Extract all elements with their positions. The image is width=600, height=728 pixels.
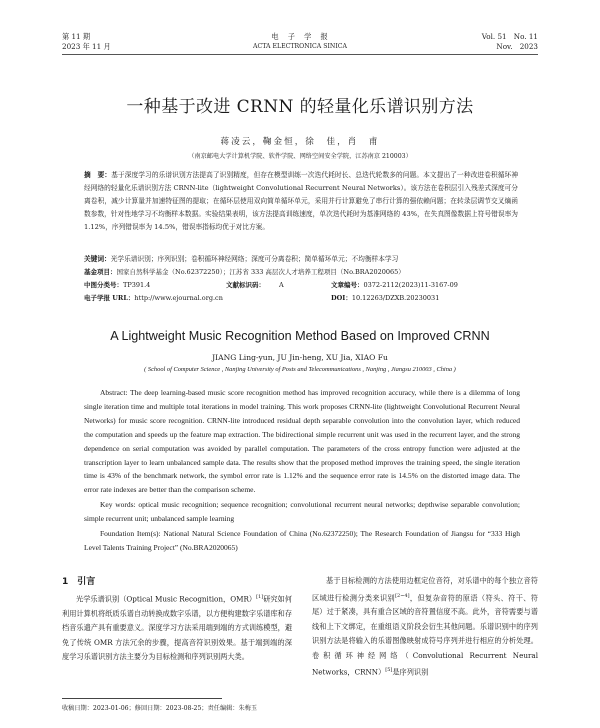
article-label: 文章编号：	[331, 281, 364, 289]
foundation-en-label: Foundation Item(s):	[100, 529, 161, 539]
section1-heading: 1 引言	[62, 577, 96, 587]
doi-row	[331, 293, 439, 304]
doi-label: DOI：	[331, 294, 352, 302]
abstract-en-label: Abstract:	[100, 388, 128, 397]
clc-value: TP391.4	[123, 281, 151, 289]
abstract-cn-label: 摘 要：	[84, 171, 112, 179]
clc-label: 中图分类号：	[84, 281, 123, 289]
keywords-en-label: Key words:	[100, 500, 136, 510]
keywords-cn-text: 光学乐谱识别；序列识别；卷积循环神经网络；深度可分离卷积；简单循环单元；不均衡样本学习	[110, 255, 399, 263]
header-journal-en: ACTA ELECTRONICA SINICA	[253, 43, 347, 50]
ref-5[interactable]: [5]	[385, 667, 393, 674]
clc-row	[84, 280, 150, 291]
header-journal-cn: 电 子 学 报	[271, 32, 329, 41]
section1-left-column	[62, 590, 292, 665]
fund-row	[84, 267, 524, 278]
abstract-en	[84, 386, 520, 555]
keywords-en	[84, 498, 520, 526]
affiliation-cn: （南京邮电大学计算机学院、软件学院、网络空间安全学院，江苏南京 210003）	[188, 153, 412, 160]
article-value: 0372-2112(2023)11-3167-09	[363, 281, 458, 289]
keywords-cn-label: 关键词：	[84, 255, 111, 263]
left-p1-b: 研究如何利用计算机将纸质乐谱自动转换成数字乐谱，以方便构建数字乐谱库和存档音乐遗产具有重要意义。深度学习方法采用端到端的方式训练模型，避免了传统 OMR 方法冗余的步骤，提高音符识别效果。基于端到端的深度学习乐谱识别方法主要分为目标检测和序列识别两大类。	[62, 594, 293, 662]
doc-label: 文献标识码：	[226, 281, 265, 289]
ref-2-4[interactable]: [2~4]	[395, 592, 410, 599]
footnote: 收稿日期：2023-01-06；修回日期：2023-08-25；责任编辑：朱梅玉	[62, 705, 258, 712]
title-en: A Lightweight Music Recognition Method Based on Improved CRNN	[110, 329, 490, 343]
header-date-en: Nov. 2023	[496, 42, 538, 51]
right-p1-c: 是序列识别	[392, 667, 429, 677]
title-cn: 一种基于改进 CRNN 的轻量化乐谱识别方法	[126, 97, 474, 117]
url-row	[84, 293, 223, 304]
section1-right-column	[312, 574, 538, 680]
url-label: 电子学报 URL：	[84, 294, 135, 302]
authors-en: JIANG Ling-yun, JU Jin-heng, XU Jia, XIAO Fu	[212, 353, 388, 362]
header-issue-cn: 第 11 期	[62, 32, 91, 41]
keywords-cn	[84, 253, 518, 266]
abstract-en-paragraph	[84, 386, 520, 497]
url-value[interactable]: http://www.ejournal.org.cn	[134, 294, 223, 302]
foundation-en-text: National Natural Science Foundation of China (No.62372250); The Research Foundation of Jiangsu for “333 High Level Talents Training Project” (No.BRA2020065)	[84, 529, 520, 552]
fund-label: 基金项目：	[84, 268, 117, 276]
keywords-en-text: optical music recognition; sequence recognition; convolutional recurrent neural networks; depthwise separable convolution; simple recurrent unit; unbalanced sample learning	[84, 500, 520, 524]
article-row	[331, 280, 458, 291]
foundation-en	[84, 527, 520, 555]
header-date-cn: 2023 年 11 月	[62, 42, 111, 51]
abstract-cn	[84, 169, 518, 234]
left-p1-a: 光学乐谱识别（Optical Music Recognition，OMR）	[76, 594, 257, 604]
right-p1-a: 基于目标检测的方法使用边框定位音符，对乐谱中的每个独立音符区域进行检测分类来识别	[312, 576, 538, 602]
header-rule	[62, 54, 538, 55]
doi-value[interactable]: 10.12263/DZXB.20230031	[351, 294, 440, 302]
header-vol-no: Vol. 51 No. 11	[481, 32, 538, 41]
affiliation-en: ( School of Computer Science , Nanjing University of Posts and Telecommunications , Nanjing , Jiangsu 210003 , China )	[144, 366, 456, 373]
doc-row	[226, 280, 284, 291]
ref-1[interactable]: [1]	[256, 594, 264, 600]
authors-cn: 蒋凌云，鞠金恒，徐 佳，肖 甫	[220, 137, 380, 147]
abstract-cn-text: 基于深度学习的乐谱识别方法提高了识别精度，但存在模型训练一次迭代耗时长、总迭代轮数多的问题。本文提出了一种改进卷积循环神经网络的轻量化乐谱识别方法 CRNN-lite（lightweight Convolutional Recurrent Neural Networks）。该方法在卷积层引入残差式深度可分离卷积，减少计算量并加速特征图的提取；在循环层使用双向简单循环单元，采用并行计算避免了串行计算的强依赖问题；在转录层调节交叉熵函数参数，针对性地学习不均衡样本数据。实验结果表明，该方法提高训练速度，单次迭代耗时为基准网络的 43%，在失真图像数据上符号错误率为 1.12%，序列错误率为 14.5%，错误率指标均优于对比方案。	[84, 171, 519, 231]
doc-value: A	[279, 281, 284, 289]
abstract-en-text: The deep learning-based music score recognition method has improved recognition accuracy, while there is a dilemma of long single iteration time and multiple total iterations in model training. This work proposes CRNN-lite (lightweight Convolutional Recurrent Neural Networks) for music score recognition. CRNN-lite introduced residual depth separable convolution into the convolution layer, which reduced the computation and speeds up the feature map extraction. The bidirectional simple recurrent unit was used in the recurrent layer, and the strong dependence on serial computation was avoided by parallel computation. The parameters of the cross entropy function were adjusted at the transcription layer to learn unbalanced sample data. The results show that the proposed method improves the training speed, the single iteration time is 43% of the benchmark network, the symbol error rate is 1.12% and the sequence error rate is 14.5% on the distorted image data. The error rate indexes are better than the comparison scheme.	[84, 388, 521, 495]
right-p1-b: ，但复杂音符的原语（符头、符干、符尾）过于紧凑，具有重合区域的音符置信度不高。此外，音符需要与谱线和上下文绑定，在重组语义阶段会衍生其他问题。乐谱识别中的序列识别方法是将输入的乐谱图像映射成符号序列并进行相应的分析处理。卷积循环神经网络（Convolutional Recurrent Neural Networks，CRNN）	[312, 592, 538, 677]
fund-text: 国家自然科学基金（No.62372250）；江苏省 333 高层次人才培养工程项目（No.BRA2020065）	[116, 268, 405, 276]
footnote-rule	[62, 698, 222, 699]
